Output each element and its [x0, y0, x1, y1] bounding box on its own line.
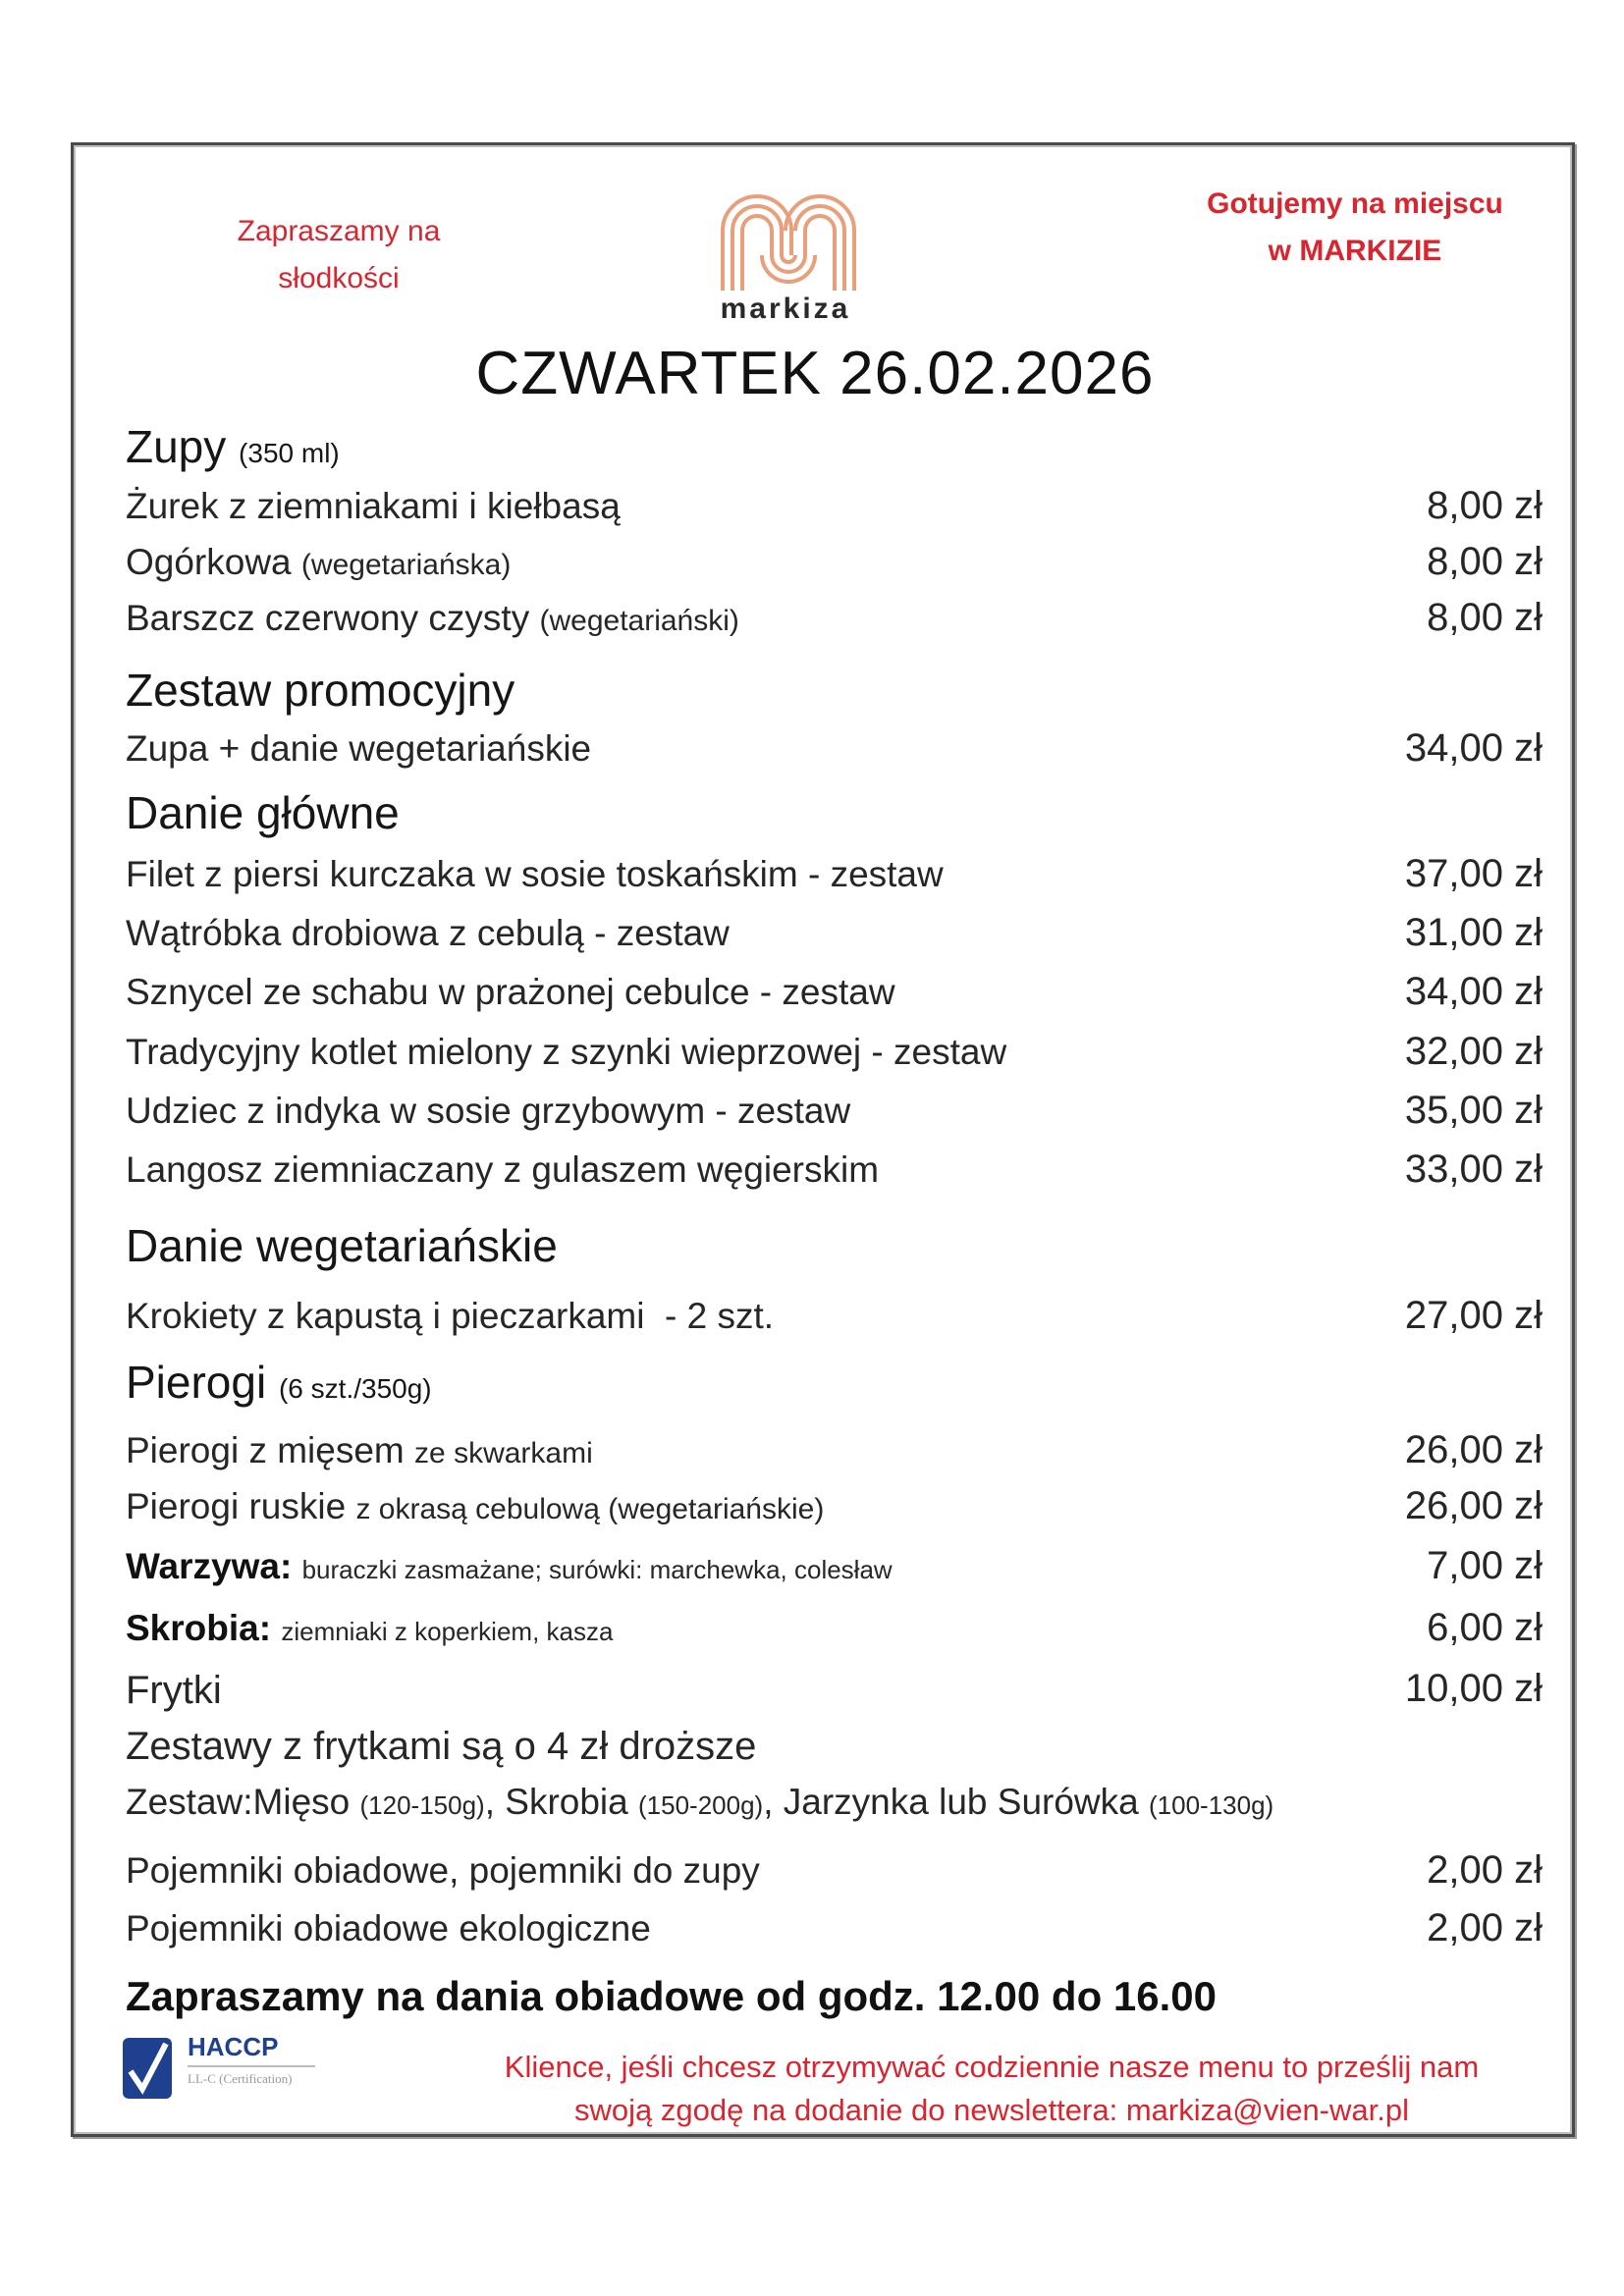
- menu-item: [126, 913, 730, 954]
- item-price: 8,00 zł: [1427, 540, 1543, 583]
- side-item: [126, 1669, 222, 1713]
- item-price: 6,00 zł: [1427, 1606, 1543, 1649]
- item-price: 26,00 zł: [1404, 1428, 1543, 1471]
- section-title-pierogi: [126, 1356, 432, 1409]
- section-note: (350 ml): [239, 438, 340, 468]
- item-note: (wegetariański): [539, 605, 739, 637]
- menu-item: [126, 1430, 593, 1471]
- container-item: [126, 1850, 760, 1892]
- menu-item: [126, 972, 895, 1013]
- menu-item: [126, 486, 621, 527]
- cooking-promo: [1159, 181, 1551, 275]
- item-price: 33,00 zł: [1404, 1148, 1543, 1191]
- set-part-label: , Jarzynka lub Surówka: [763, 1782, 1139, 1822]
- sweets-promo: [216, 208, 461, 302]
- section-title-text: Zupy: [126, 421, 227, 472]
- item-name: Sznycel ze schabu w prażonej cebulce - zestaw: [126, 972, 895, 1012]
- haccp-subtitle: LL-C (Certification): [188, 2071, 293, 2086]
- item-note: z okrasą cebulową (wegetariańskie): [355, 1493, 825, 1525]
- set-part-note: (100-130g): [1149, 1790, 1274, 1820]
- item-price: 26,00 zł: [1404, 1484, 1543, 1527]
- side-note: ziemniaki z koperkiem, kasza: [281, 1617, 614, 1646]
- logo-wordmark: markiza: [720, 293, 851, 325]
- menu-item: [126, 728, 591, 770]
- item-name: Żurek z ziemniakami i kiełbasą: [126, 486, 621, 526]
- item-price: 32,00 zł: [1404, 1030, 1543, 1073]
- side-label: Warzywa:: [126, 1546, 293, 1586]
- item-price: 27,00 zł: [1404, 1294, 1543, 1337]
- item-price: 34,00 zł: [1404, 726, 1543, 770]
- markiza-logo-icon: [715, 187, 862, 291]
- checkmark-icon: [123, 2038, 172, 2099]
- item-name: Tradycyjny kotlet mielony z szynki wieprzowej - zestaw: [126, 1032, 1007, 1072]
- item-name: Ogórkowa: [126, 542, 292, 582]
- item-price: 34,00 zł: [1404, 970, 1543, 1013]
- item-name: Langosz ziemniaczany z gulaszem węgierskim: [126, 1149, 880, 1190]
- haccp-badge: [123, 2030, 319, 2109]
- side-label: Frytki: [126, 1669, 222, 1712]
- item-price: 31,00 zł: [1404, 911, 1543, 954]
- section-title-veg: Danie wegetariańskie: [126, 1220, 558, 1271]
- item-name: Filet z piersi kurczaka w sosie toskańskim - zestaw: [126, 854, 944, 894]
- section-title-zupy: [126, 420, 340, 473]
- item-price: 8,00 zł: [1427, 484, 1543, 527]
- item-price: 7,00 zł: [1427, 1544, 1543, 1587]
- section-title-promo: Zestaw promocyjny: [126, 665, 515, 716]
- side-note: buraczki zasmażane; surówki: marchewka, colesław: [301, 1555, 893, 1584]
- side-item: [126, 1546, 893, 1587]
- menu-item: [126, 854, 944, 895]
- side-item: [126, 1608, 613, 1649]
- item-note: (wegetariańska): [300, 549, 512, 581]
- item-price: 10,00 zł: [1404, 1667, 1543, 1710]
- menu-item: [126, 1032, 1006, 1073]
- cooking-promo-line-2: w MARKIZIE: [1268, 235, 1442, 267]
- set-info: [126, 1782, 1273, 1823]
- side-label: Skrobia:: [126, 1608, 272, 1648]
- menu-item: [126, 1296, 774, 1337]
- item-name: Krokiety z kapustą i pieczarkami - 2 szt.: [126, 1296, 775, 1336]
- newsletter-note: [422, 2046, 1561, 2132]
- item-name: Udziec z indyka w sosie grzybowym - zestaw: [126, 1091, 851, 1131]
- menu-item: [126, 1486, 824, 1527]
- item-name: Barszcz czerwony czysty: [126, 598, 530, 638]
- item-note: ze skwarkami: [414, 1437, 593, 1469]
- item-price: 8,00 zł: [1427, 596, 1543, 639]
- item-price: 37,00 zł: [1404, 852, 1543, 895]
- container-item: [126, 1908, 651, 1949]
- item-name: Pojemniki obiadowe, pojemniki do zupy: [126, 1850, 760, 1891]
- item-name: Zupa + danie wegetariańskie: [126, 728, 592, 769]
- menu-item: [126, 1091, 850, 1132]
- haccp-divider: [188, 2065, 315, 2067]
- set-part-label: Zestaw:Mięso: [126, 1782, 351, 1822]
- set-part-note: (120-150g): [359, 1790, 485, 1820]
- fries-note: Zestawy z frytkami są o 4 zł droższe: [126, 1725, 757, 1768]
- item-price: 2,00 zł: [1427, 1906, 1543, 1949]
- newsletter-line-1: Klience, jeśli chcesz otrzymywać codziennie nasze menu to prześlij nam: [504, 2050, 1480, 2084]
- item-name: Pojemniki obiadowe ekologiczne: [126, 1908, 651, 1949]
- sweets-promo-line-1: Zapraszamy na: [237, 215, 441, 247]
- opening-hours: Zapraszamy na dania obiadowe od godz. 12.00 do 16.00: [126, 1973, 1217, 2019]
- haccp-title: HACCP: [188, 2032, 279, 2061]
- set-part-label: , Skrobia: [484, 1782, 628, 1822]
- section-title-text: Pierogi: [126, 1357, 267, 1408]
- item-name: Wątróbka drobiowa z cebulą - zestaw: [126, 913, 730, 953]
- set-part-note: (150-200g): [638, 1790, 764, 1820]
- menu-item: [126, 1149, 879, 1191]
- item-name: Pierogi z mięsem: [126, 1430, 405, 1470]
- section-title-main: Danie główne: [126, 787, 400, 838]
- menu-item: [126, 542, 511, 583]
- item-price: 2,00 zł: [1427, 1848, 1543, 1892]
- page-title: CZWARTEK 26.02.2026: [475, 340, 1155, 407]
- item-name: Pierogi ruskie: [126, 1486, 347, 1526]
- newsletter-line-2: swoją zgodę na dodanie do newslettera: markiza@vien-war.pl: [574, 2093, 1409, 2127]
- menu-item: [126, 598, 739, 639]
- sweets-promo-line-2: słodkości: [278, 262, 400, 294]
- item-price: 35,00 zł: [1404, 1089, 1543, 1132]
- section-note: (6 szt./350g): [278, 1373, 432, 1404]
- cooking-promo-line-1: Gotujemy na miejscu: [1207, 187, 1503, 220]
